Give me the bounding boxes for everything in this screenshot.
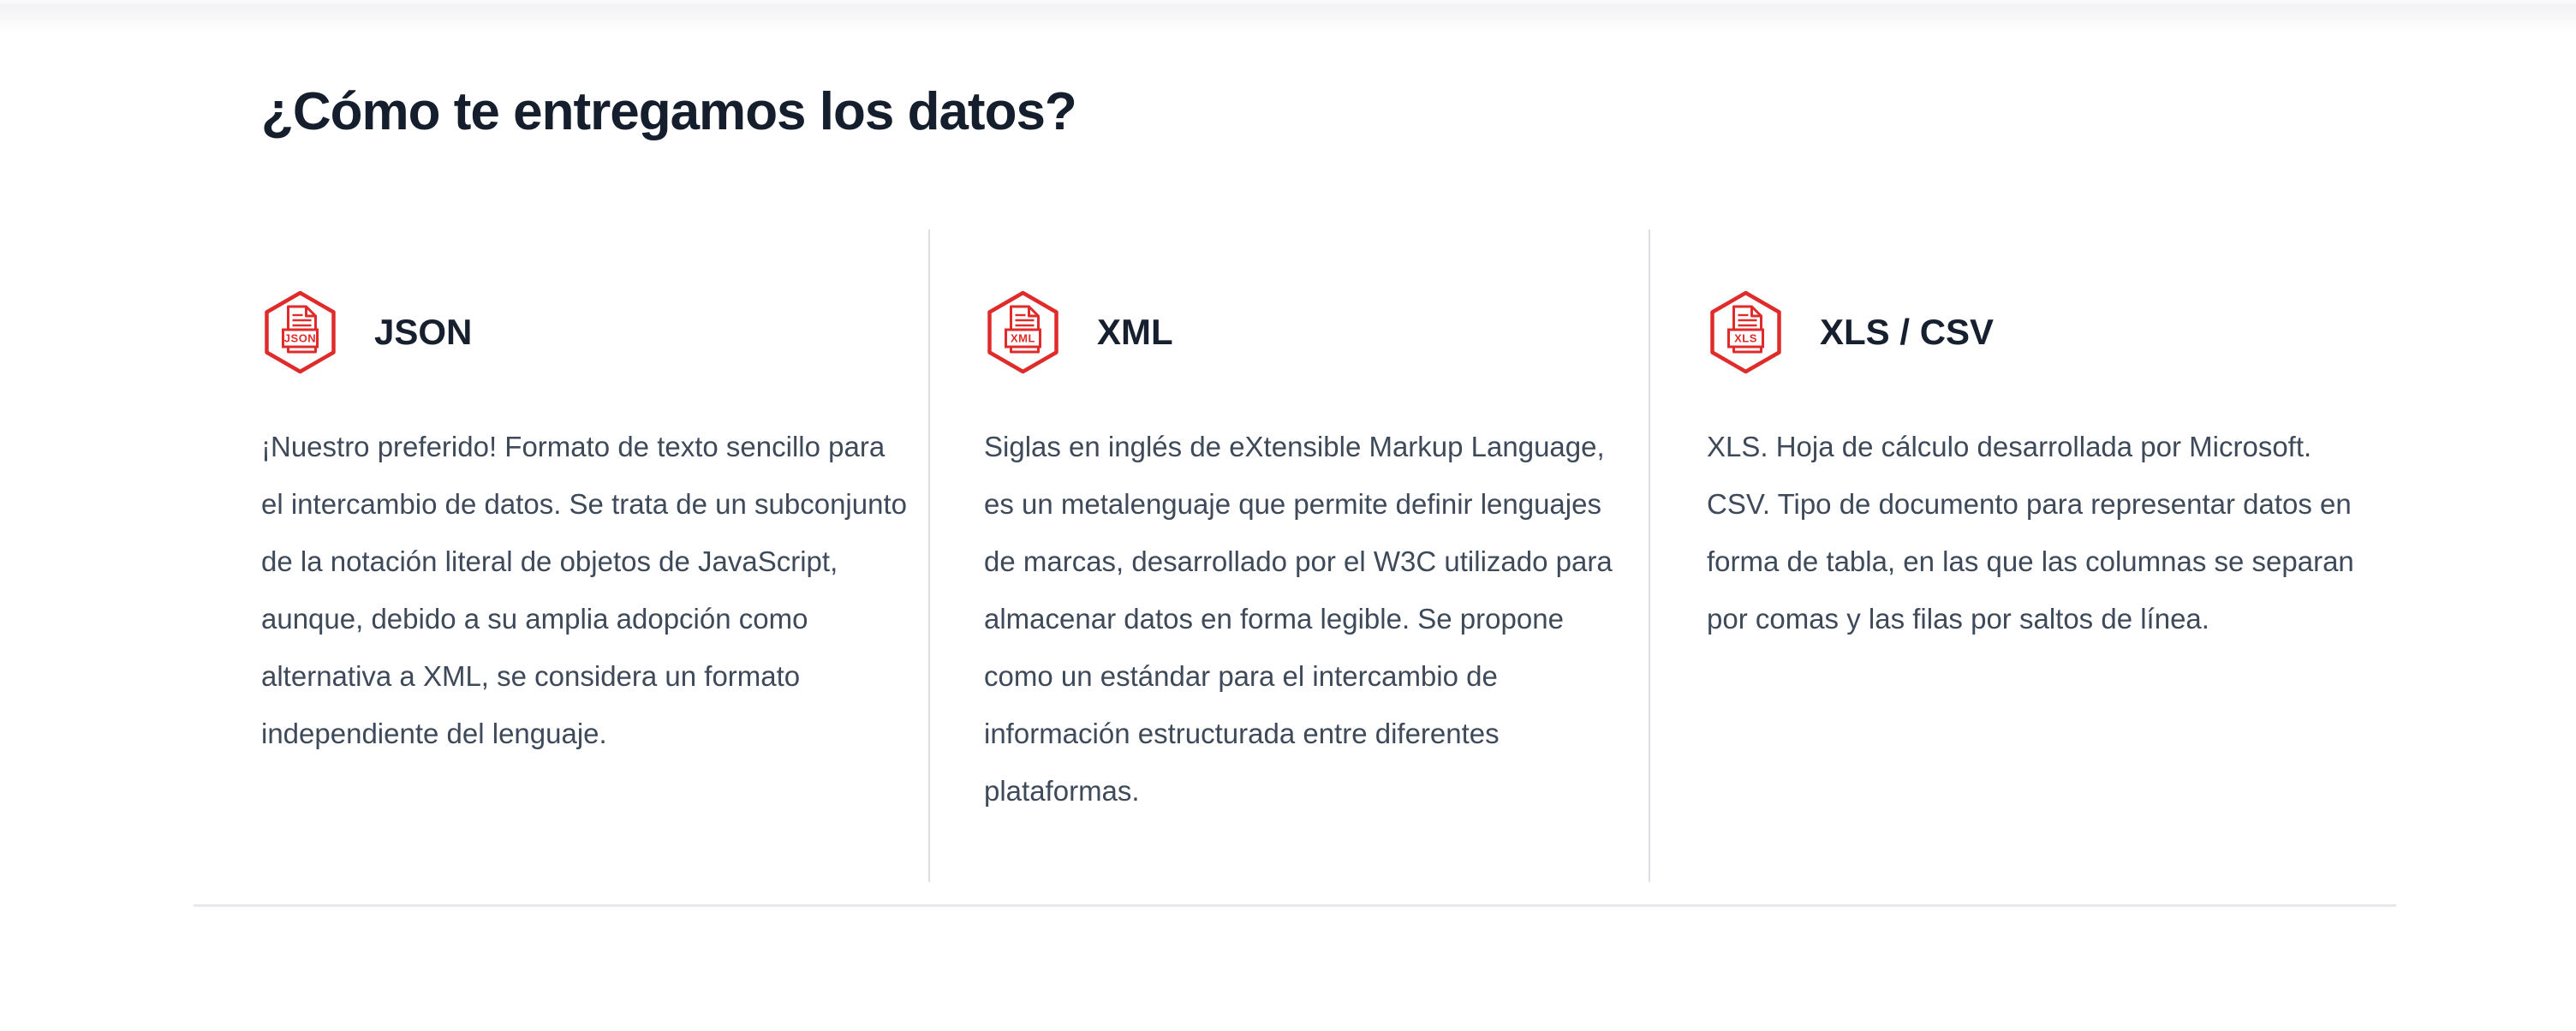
top-section-shadow [0, 0, 2576, 33]
format-title-json: JSON [374, 312, 473, 352]
format-card-json [261, 289, 921, 762]
format-card-header [1707, 289, 2366, 375]
column-divider-1 [928, 229, 930, 882]
format-columns [0, 229, 2576, 882]
format-card-xml [984, 289, 1643, 819]
xml-file-hexagon-icon [984, 289, 1062, 375]
section-heading: ¿Cómo te entregamos los datos? [261, 82, 1076, 141]
column-divider-2 [1649, 229, 1650, 882]
xls-file-hexagon-icon [1707, 289, 1785, 375]
json-file-hexagon-icon [261, 289, 339, 375]
format-title-xls-csv: XLS / CSV [1820, 312, 1995, 352]
bottom-divider-rule [194, 904, 2396, 907]
format-description-json: ¡Nuestro preferido! Formato de texto sencillo para el intercambio de datos. Se trata de un subconjunto de la notación literal de objetos de JavaScript, aunque, debido a su amplia adopción como alternativa a XML, se considera un formato independiente del lenguaje. [261, 431, 907, 749]
xls-icon-label: XLS [1734, 331, 1757, 345]
json-icon-label: JSON [283, 331, 317, 345]
format-description-xml: Siglas en inglés de eXtensible Markup Language, es un metalenguaje que permite definir lenguajes de marcas, desarrollado por el W3C utilizado para almacenar datos en forma legible. Se propone como un estándar para el intercambio de información estructurada entre diferentes plataformas. [984, 431, 1613, 807]
format-card-header [261, 289, 921, 375]
format-card-header [984, 289, 1643, 375]
format-title-xml: XML [1097, 312, 1173, 352]
format-card-xls-csv [1707, 289, 2366, 647]
xml-icon-label: XML [1011, 331, 1035, 345]
format-description-xls-csv: XLS. Hoja de cálculo desarrollada por Microsoft. CSV. Tipo de documento para representar datos en forma de tabla, en las que las columnas se separan por comas y las filas por saltos de línea. [1707, 431, 2354, 635]
